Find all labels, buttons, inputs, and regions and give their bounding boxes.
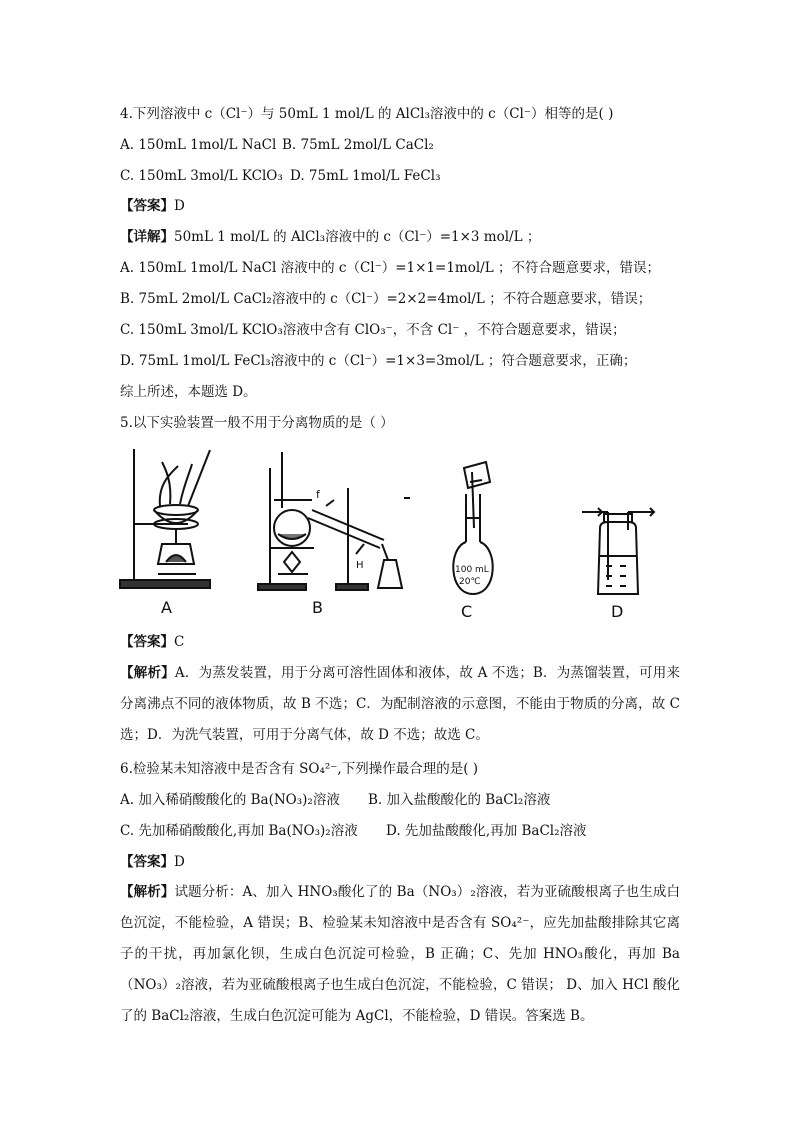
- q4-option-c: C. 150mL 3mol/L KClO₃: [120, 168, 283, 184]
- figure-c-volumetric-flask: [446, 460, 506, 600]
- detail-tag: 【详解】: [120, 229, 174, 245]
- q4-option-b: B. 75mL 2mol/L CaCl₂: [282, 137, 434, 153]
- q4-detail-b: B. 75mL 2mol/L CaCl₂溶液中的 c（Cl⁻）=2×2=4mol/L ；不符合题意要求，错误；: [120, 291, 652, 307]
- figure-b-label: B: [312, 598, 323, 617]
- q6-option-d: D. 先加盐酸酸化,再加 BaCl₂溶液: [386, 823, 587, 839]
- q4-summary: 综上所述，本题选 D。: [120, 384, 257, 400]
- figure-b-distillation-apparatus: [252, 448, 422, 598]
- svg-text:f: f: [316, 488, 320, 501]
- answer-value: D: [174, 854, 185, 870]
- q4-detail-c: C. 150mL 3mol/L KClO₃溶液中含有 ClO₃⁻，不含 Cl⁻ ，不符合题意要求，错误；: [120, 322, 626, 338]
- figure-d-gas-washing-bottle: [578, 500, 658, 600]
- analysis-tag: 【解析】: [120, 665, 175, 681]
- q4-detail-intro: [120, 227, 540, 247]
- q6-option-c: C. 先加稀硝酸酸化,再加 Ba(NO₃)₂溶液: [120, 823, 358, 839]
- svg-text:H: H: [356, 560, 364, 571]
- answer-tag: 【答案】: [120, 198, 174, 214]
- flask-temp-text: 20℃: [459, 577, 481, 587]
- q5-stem: 5.以下实验装置一般不用于分离物质的是（ ）: [120, 415, 394, 431]
- q6-stem: 6.检验某未知溶液中是否含有 SO₄²⁻,下列操作最合理的是( ): [120, 761, 479, 777]
- analysis-tag: 【解析】: [120, 884, 175, 900]
- answer-value: D: [174, 198, 185, 214]
- q4-option-a: A. 150mL 1mol/L NaCl: [120, 137, 277, 153]
- q6-answer: [120, 852, 185, 872]
- q4-answer: [120, 196, 185, 216]
- q4-detail-a: A. 150mL 1mol/L NaCl 溶液中的 c（Cl⁻）=1×1=1mol/L ；不符合题意要求，错误；: [120, 260, 660, 276]
- analysis-text: A．为蒸发装置，用于分离可溶性固体和液体，故 A 不选；B．为蒸馏装置，可用来分离沸点不同的液体物质，故 B 不选；C．为配制溶液的示意图，不能由于物质的分离，故 C 选；D．为洗气装置，可用于分离气体，故 D 不选；故选 C。: [120, 665, 680, 743]
- q6-option-b: B. 加入盐酸酸化的 BaCl₂溶液: [368, 792, 551, 808]
- detail-text: 50mL 1 mol/L 的 AlCl₃溶液中的 c（Cl⁻）=1×3 mol/L ；: [174, 229, 541, 245]
- answer-tag: 【答案】: [120, 634, 174, 650]
- q5-analysis: [120, 658, 680, 751]
- figure-d-label: D: [611, 602, 624, 621]
- figure-a-evaporation-apparatus: [118, 444, 218, 594]
- answer-tag: 【答案】: [120, 854, 174, 870]
- flask-volume-text: 100 mL: [455, 565, 489, 575]
- q4-option-d: D. 75mL 1mol/L FeCl₃: [290, 168, 441, 184]
- analysis-text: 试题分析：A、加入 HNO₃酸化了的 Ba（NO₃）₂溶液，若为亚硫酸根离子也生成白色沉淀，不能检验，A 错误；B、检验某未知溶液中是否含有 SO₄²⁻，应先加盐酸排除其它离子的干扰，再加氯化钡，生成白色沉淀可检验，B 正确；C、先加 HNO₃酸化，再加 Ba（NO₃）₂溶液，若为亚硫酸根离子也生成白色沉淀，不能检验，C 错误； D、加入 HCl 酸化了的 BaCl₂溶液，生成白色沉淀可能为 AgCl，不能检验，D 错误。答案选 B。: [120, 884, 681, 1024]
- q4-stem: 4.下列溶液中 c（Cl⁻）与 50mL 1 mol/L 的 AlCl₃溶液中的 c（Cl⁻）相等的是( ): [120, 106, 614, 122]
- answer-value: C: [174, 634, 185, 650]
- q6-option-a: A. 加入稀硝酸酸化的 Ba(NO₃)₂溶液: [120, 792, 340, 808]
- q6-analysis: [120, 877, 680, 1032]
- q4-detail-d: D. 75mL 1mol/L FeCl₃溶液中的 c（Cl⁻）=1×3=3mol/L ；符合题意要求，正确；: [120, 353, 637, 369]
- figure-a-label: A: [161, 598, 172, 617]
- q5-answer: [120, 632, 184, 652]
- figure-c-label: C: [461, 602, 473, 621]
